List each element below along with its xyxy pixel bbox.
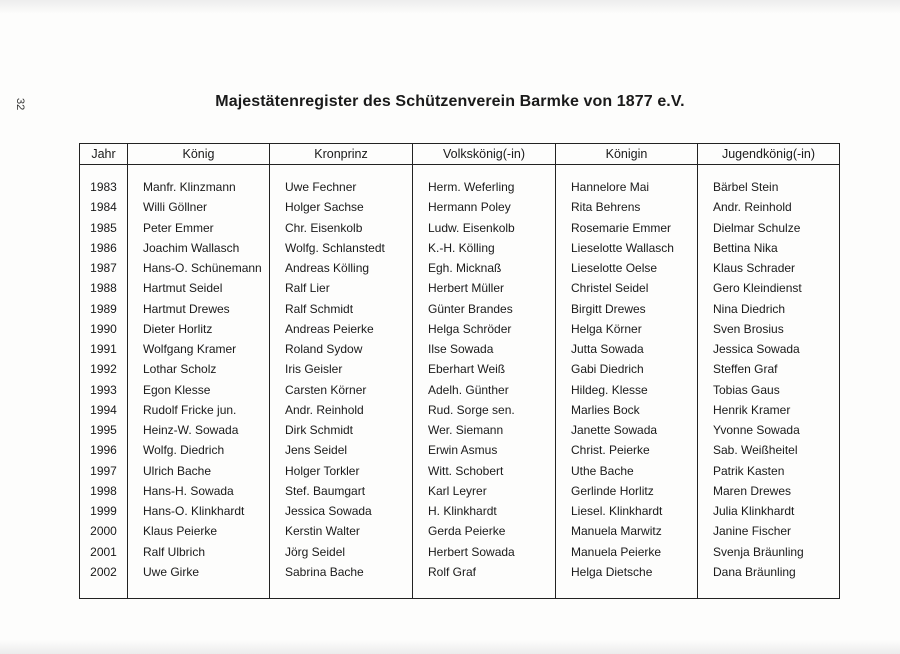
- cell-koenig: Joachim Wallasch: [128, 238, 270, 258]
- cell-volkskoenig: H. Klinkhardt: [413, 501, 556, 521]
- cell-volkskoenig: Erwin Asmus: [413, 440, 556, 460]
- cell-kronprinz: Dirk Schmidt: [270, 420, 413, 440]
- cell-koenigin: Hildeg. Klesse: [556, 380, 698, 400]
- cell-volkskoenig: Wer. Siemann: [413, 420, 556, 440]
- cell-koenig: Hans-O. Schünemann: [128, 258, 270, 278]
- cell-jugendkoenig: Jessica Sowada: [698, 339, 840, 359]
- cell-volkskoenig: Gerda Peierke: [413, 521, 556, 541]
- cell-koenig: Dieter Horlitz: [128, 319, 270, 339]
- cell-jugendkoenig: Tobias Gaus: [698, 380, 840, 400]
- cell-koenigin: Gabi Diedrich: [556, 359, 698, 379]
- table-row: [80, 501, 840, 521]
- cell-kronprinz: Carsten Körner: [270, 380, 413, 400]
- page-edge-bottom: [0, 640, 900, 654]
- cell-koenig: Manfr. Klinzmann: [128, 177, 270, 197]
- cell-jahr: 1989: [80, 299, 128, 319]
- cell-koenig: Wolfgang Kramer: [128, 339, 270, 359]
- cell-jahr: 1991: [80, 339, 128, 359]
- cell-koenig: Uwe Girke: [128, 562, 270, 582]
- cell-koenigin: Helga Körner: [556, 319, 698, 339]
- cell-koenigin: Rita Behrens: [556, 197, 698, 217]
- register-table: [79, 143, 840, 599]
- table-row: [80, 197, 840, 217]
- table-row: [80, 238, 840, 258]
- cell-volkskoenig: Rud. Sorge sen.: [413, 400, 556, 420]
- cell-koenigin: Hannelore Mai: [556, 177, 698, 197]
- cell-kronprinz: Ralf Schmidt: [270, 299, 413, 319]
- cell-volkskoenig: Helga Schröder: [413, 319, 556, 339]
- cell-volkskoenig: Karl Leyrer: [413, 481, 556, 501]
- cell-jahr: 1984: [80, 197, 128, 217]
- cell-koenig: Hartmut Drewes: [128, 299, 270, 319]
- header-jahr: Jahr: [80, 144, 128, 165]
- cell-volkskoenig: Günter Brandes: [413, 299, 556, 319]
- cell-kronprinz: Ralf Lier: [270, 278, 413, 298]
- cell-koenigin: Lieselotte Wallasch: [556, 238, 698, 258]
- cell-jahr: 1993: [80, 380, 128, 400]
- cell-jugendkoenig: Sab. Weißheitel: [698, 440, 840, 460]
- table-row: [80, 299, 840, 319]
- cell-koenig: Hans-H. Sowada: [128, 481, 270, 501]
- cell-koenig: Lothar Scholz: [128, 359, 270, 379]
- cell-koenigin: Birgitt Drewes: [556, 299, 698, 319]
- table-row: [80, 461, 840, 481]
- cell-jahr: 2002: [80, 562, 128, 582]
- cell-jugendkoenig: Sven Brosius: [698, 319, 840, 339]
- cell-volkskoenig: Adelh. Günther: [413, 380, 556, 400]
- cell-kronprinz: Andr. Reinhold: [270, 400, 413, 420]
- cell-volkskoenig: Egh. Micknaß: [413, 258, 556, 278]
- cell-jahr: 2001: [80, 542, 128, 562]
- cell-volkskoenig: Ludw. Eisenkolb: [413, 218, 556, 238]
- cell-kronprinz: Uwe Fechner: [270, 177, 413, 197]
- header-koenig: König: [128, 144, 270, 165]
- cell-jugendkoenig: Julia Klinkhardt: [698, 501, 840, 521]
- cell-koenigin: Janette Sowada: [556, 420, 698, 440]
- table-row: [80, 542, 840, 562]
- cell-kronprinz: Sabrina Bache: [270, 562, 413, 582]
- cell-jahr: 1992: [80, 359, 128, 379]
- cell-koenigin: Christel Seidel: [556, 278, 698, 298]
- cell-volkskoenig: Rolf Graf: [413, 562, 556, 582]
- table-row: [80, 521, 840, 541]
- cell-jahr: 1988: [80, 278, 128, 298]
- cell-koenigin: Lieselotte Oelse: [556, 258, 698, 278]
- cell-volkskoenig: Eberhart Weiß: [413, 359, 556, 379]
- cell-jugendkoenig: Gero Kleindienst: [698, 278, 840, 298]
- cell-koenigin: Uthe Bache: [556, 461, 698, 481]
- cell-volkskoenig: Herbert Sowada: [413, 542, 556, 562]
- cell-jugendkoenig: Andr. Reinhold: [698, 197, 840, 217]
- cell-jugendkoenig: Svenja Bräunling: [698, 542, 840, 562]
- cell-jugendkoenig: Bettina Nika: [698, 238, 840, 258]
- cell-volkskoenig: Herm. Weferling: [413, 177, 556, 197]
- table-row: [80, 481, 840, 501]
- cell-jugendkoenig: Klaus Schrader: [698, 258, 840, 278]
- cell-kronprinz: Holger Torkler: [270, 461, 413, 481]
- cell-koenigin: Manuela Peierke: [556, 542, 698, 562]
- header-jugendkoenig: Jugendkönig(-in): [698, 144, 840, 165]
- table-row: [80, 278, 840, 298]
- table-row: [80, 400, 840, 420]
- cell-jugendkoenig: Bärbel Stein: [698, 177, 840, 197]
- cell-koenig: Klaus Peierke: [128, 521, 270, 541]
- table-row: [80, 359, 840, 379]
- cell-koenig: Hartmut Seidel: [128, 278, 270, 298]
- cell-koenig: Rudolf Fricke jun.: [128, 400, 270, 420]
- page-number: 32: [14, 98, 26, 111]
- cell-jugendkoenig: Janine Fischer: [698, 521, 840, 541]
- table-row: [80, 562, 840, 582]
- cell-volkskoenig: Ilse Sowada: [413, 339, 556, 359]
- cell-koenig: Egon Klesse: [128, 380, 270, 400]
- table-row: [80, 420, 840, 440]
- cell-jugendkoenig: Maren Drewes: [698, 481, 840, 501]
- page-edge-top: [0, 0, 900, 14]
- spacer-row: [80, 165, 840, 178]
- cell-jahr: 1996: [80, 440, 128, 460]
- cell-jahr: 1987: [80, 258, 128, 278]
- cell-jahr: 1986: [80, 238, 128, 258]
- table-row: [80, 177, 840, 197]
- cell-jugendkoenig: Nina Diedrich: [698, 299, 840, 319]
- header-koenigin: Königin: [556, 144, 698, 165]
- cell-koenigin: Marlies Bock: [556, 400, 698, 420]
- cell-jugendkoenig: Henrik Kramer: [698, 400, 840, 420]
- cell-kronprinz: Kerstin Walter: [270, 521, 413, 541]
- cell-koenig: Willi Göllner: [128, 197, 270, 217]
- cell-jahr: 1994: [80, 400, 128, 420]
- cell-kronprinz: Wolfg. Schlanstedt: [270, 238, 413, 258]
- cell-jahr: 1998: [80, 481, 128, 501]
- cell-koenig: Ulrich Bache: [128, 461, 270, 481]
- cell-jahr: 1983: [80, 177, 128, 197]
- cell-kronprinz: Roland Sydow: [270, 339, 413, 359]
- cell-koenig: Hans-O. Klinkhardt: [128, 501, 270, 521]
- table-row: [80, 440, 840, 460]
- cell-jahr: 1990: [80, 319, 128, 339]
- cell-kronprinz: Holger Sachse: [270, 197, 413, 217]
- cell-jugendkoenig: Patrik Kasten: [698, 461, 840, 481]
- cell-kronprinz: Jens Seidel: [270, 440, 413, 460]
- cell-jahr: 1997: [80, 461, 128, 481]
- table-row: [80, 319, 840, 339]
- cell-jahr: 2000: [80, 521, 128, 541]
- cell-kronprinz: Jessica Sowada: [270, 501, 413, 521]
- cell-kronprinz: Jörg Seidel: [270, 542, 413, 562]
- cell-kronprinz: Stef. Baumgart: [270, 481, 413, 501]
- cell-koenigin: Jutta Sowada: [556, 339, 698, 359]
- cell-koenig: Wolfg. Diedrich: [128, 440, 270, 460]
- table-row: [80, 218, 840, 238]
- table-row: [80, 339, 840, 359]
- cell-koenigin: Manuela Marwitz: [556, 521, 698, 541]
- header-kronprinz: Kronprinz: [270, 144, 413, 165]
- cell-kronprinz: Andreas Kölling: [270, 258, 413, 278]
- table-header-row: [80, 144, 840, 165]
- cell-volkskoenig: Hermann Poley: [413, 197, 556, 217]
- cell-koenigin: Liesel. Klinkhardt: [556, 501, 698, 521]
- cell-koenigin: Gerlinde Horlitz: [556, 481, 698, 501]
- cell-jugendkoenig: Dana Bräunling: [698, 562, 840, 582]
- cell-volkskoenig: K.-H. Kölling: [413, 238, 556, 258]
- cell-kronprinz: Chr. Eisenkolb: [270, 218, 413, 238]
- cell-jugendkoenig: Yvonne Sowada: [698, 420, 840, 440]
- spacer-row: [80, 582, 840, 599]
- cell-koenig: Heinz-W. Sowada: [128, 420, 270, 440]
- header-volkskoenig: Volkskönig(-in): [413, 144, 556, 165]
- table-body: [80, 165, 840, 599]
- cell-koenigin: Christ. Peierke: [556, 440, 698, 460]
- page-title: Majestätenregister des Schützenverein Barmke von 1877 e.V.: [215, 93, 685, 110]
- table-row: [80, 258, 840, 278]
- cell-koenig: Peter Emmer: [128, 218, 270, 238]
- cell-koenigin: Helga Dietsche: [556, 562, 698, 582]
- cell-volkskoenig: Herbert Müller: [413, 278, 556, 298]
- cell-jahr: 1985: [80, 218, 128, 238]
- cell-jugendkoenig: Steffen Graf: [698, 359, 840, 379]
- cell-volkskoenig: Witt. Schobert: [413, 461, 556, 481]
- cell-jahr: 1999: [80, 501, 128, 521]
- cell-kronprinz: Andreas Peierke: [270, 319, 413, 339]
- cell-kronprinz: Iris Geisler: [270, 359, 413, 379]
- cell-jahr: 1995: [80, 420, 128, 440]
- cell-jugendkoenig: Dielmar Schulze: [698, 218, 840, 238]
- cell-koenigin: Rosemarie Emmer: [556, 218, 698, 238]
- cell-koenig: Ralf Ulbrich: [128, 542, 270, 562]
- table-row: [80, 380, 840, 400]
